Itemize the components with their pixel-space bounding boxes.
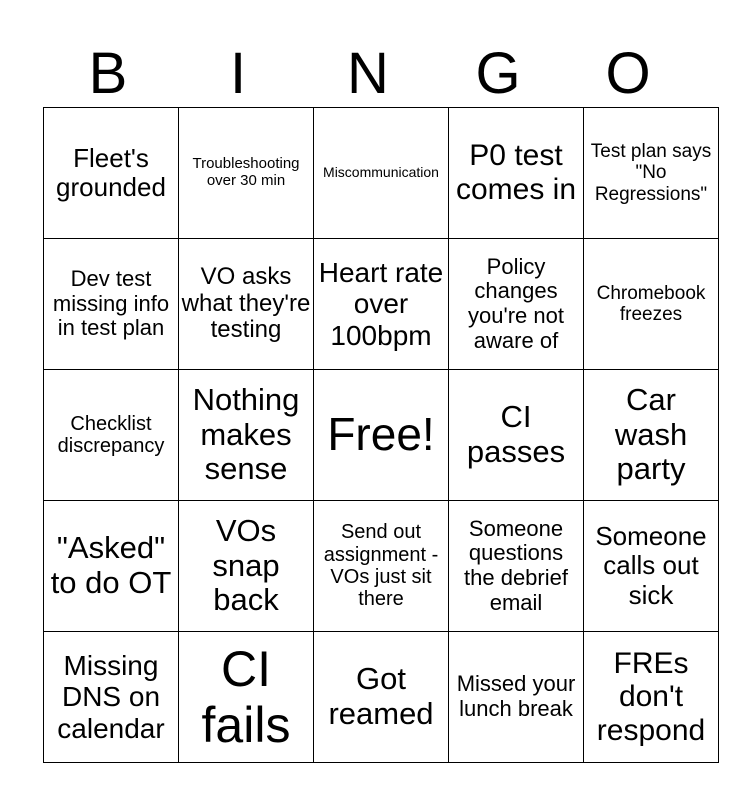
board-row (44, 632, 719, 763)
bingo-cell[interactable]: FREs don't respond (584, 632, 719, 763)
bingo-cell[interactable]: Troubleshooting over 30 min (179, 108, 314, 239)
bingo-cell[interactable]: Car wash party (584, 370, 719, 501)
bingo-cell[interactable]: Nothing makes sense (179, 370, 314, 501)
bingo-cell[interactable]: Missed your lunch break (449, 632, 584, 763)
board-row (44, 108, 719, 239)
bingo-cell[interactable]: Checklist discrepancy (44, 370, 179, 501)
bingo-cell[interactable]: Send out assignment - VOs just sit there (314, 501, 449, 632)
bingo-cell[interactable]: "Asked" to do OT (44, 501, 179, 632)
bingo-cell[interactable]: VOs snap back (179, 501, 314, 632)
bingo-cell[interactable]: VO asks what they're testing (179, 239, 314, 370)
header-letter-b: B (88, 41, 128, 106)
bingo-cell[interactable]: Missing DNS on calendar (44, 632, 179, 763)
header-letter-g: G (475, 41, 521, 106)
bingo-cell[interactable]: Someone calls out sick (584, 501, 719, 632)
bingo-cell[interactable]: Miscommunication (314, 108, 449, 239)
header-letter-o: O (605, 41, 651, 106)
bingo-cell[interactable]: Dev test missing info in test plan (44, 239, 179, 370)
free-space[interactable]: Free! (314, 370, 449, 501)
bingo-cell[interactable]: Someone questions the debrief email (449, 501, 584, 632)
bingo-cell[interactable]: Heart rate over 100bpm (314, 239, 449, 370)
board-row (44, 501, 719, 632)
board-row (44, 239, 719, 370)
bingo-cell[interactable]: CI passes (449, 370, 584, 501)
header-letter-n: N (347, 41, 389, 106)
bingo-cell[interactable]: Chromebook freezes (584, 239, 719, 370)
header-letter-i: I (229, 41, 247, 106)
bingo-cell[interactable]: Got reamed (314, 632, 449, 763)
bingo-cell[interactable]: P0 test comes in (449, 108, 584, 239)
bingo-cell[interactable]: Test plan says "No Regressions" (584, 108, 719, 239)
bingo-cell[interactable]: Policy changes you're not aware of (449, 239, 584, 370)
board-row (44, 370, 719, 501)
bingo-cell[interactable]: Fleet's grounded (44, 108, 179, 239)
bingo-cell[interactable]: CI fails (179, 632, 314, 763)
bingo-header (43, 40, 693, 108)
bingo-board (43, 107, 719, 763)
